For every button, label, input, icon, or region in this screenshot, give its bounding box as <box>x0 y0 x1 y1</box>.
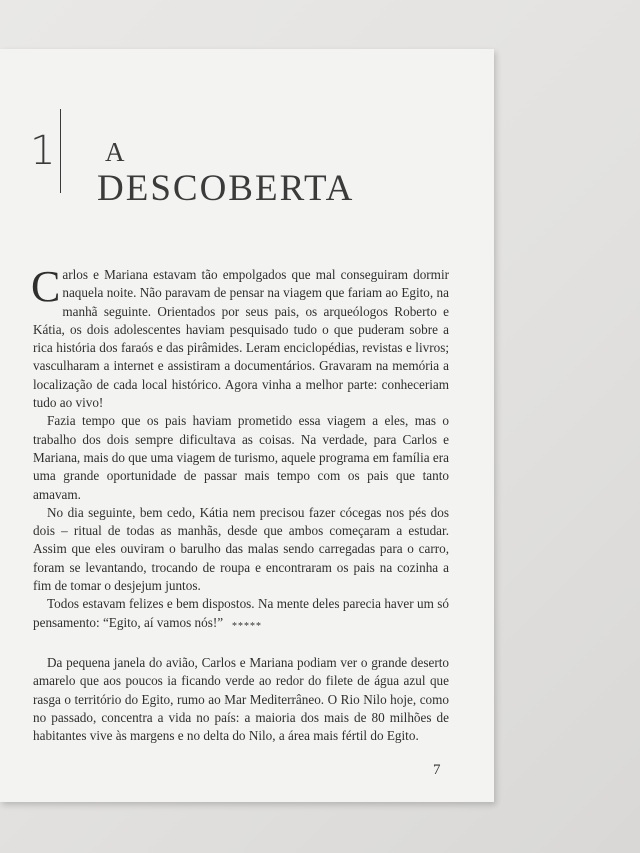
chapter-divider-rule <box>60 109 61 193</box>
chapter-title-line1: A <box>105 137 126 167</box>
page-number: 7 <box>433 762 441 778</box>
book-page <box>0 49 494 802</box>
drop-cap: C <box>31 262 61 311</box>
paragraph-3: No dia seguinte, bem cedo, Kátia nem precisou fazer cócegas nos pés dos dois – ritual de todas as manhãs, desde que ambos começaram a estudar. Assim que eles ouviram o barulho das malas sendo carregadas para o carro, foram se levantando, trocando de roupa e encontraram os pais na cozinha a fim de tomar o desjejum juntos. <box>33 504 449 594</box>
section-separator: ***** <box>232 621 262 632</box>
section-2-text <box>33 654 449 745</box>
chapter-number: 1 <box>30 128 56 174</box>
paragraph-1-text: arlos e Mariana estavam tão empolgados que mal conseguiram dormir naquela noite. Não paravam de pensar na viagem que fariam ao Egito, na manhã seguinte. Orientados por seus pais, os arqueólogos Roberto e Kátia, os dois adolescentes haviam pesquisado tudo o que puderam sobre a rica história dos faraós e das pirâmides. Leram enciclopédias, revistas e livros; vasculharam a internet e assistiram a documentários. Gravaram na memória a localização de cada local histórico. Agora vinha a melhor parte: conheceriam tudo ao vivo! <box>33 267 449 411</box>
chapter-title-line2: DESCOBERTA <box>97 168 355 209</box>
paragraph-5: Da pequena janela do avião, Carlos e Mariana podiam ver o grande deserto amarelo que aos poucos ia ficando verde ao redor do filete de água azul que rasga o território do Egito, rumo ao Mar Mediterrâneo. O Rio Nilo hoje, como no passado, concentra a vida no país: a maioria dos mais de 80 milhões de habitantes vive às margens e no delta do Nilo, a área mais fértil do Egito. <box>33 655 449 744</box>
paragraph-4: Todos estavam felizes e bem dispostos. Na mente deles parecia haver um só pensamento: “Egito, aí vamos nós!” <box>33 596 449 630</box>
section-1-text <box>31 262 449 632</box>
paragraph-2: Fazia tempo que os pais haviam prometido essa viagem a eles, mas o trabalho dos dois sempre dificultava as coisas. Na verdade, para Carlos e Mariana, mais do que uma viagem de turismo, aquele programa em família era uma grande oportunidade de passar mais tempo com os pais que tanto amavam. <box>33 413 449 502</box>
paragraph-1 <box>31 262 449 412</box>
